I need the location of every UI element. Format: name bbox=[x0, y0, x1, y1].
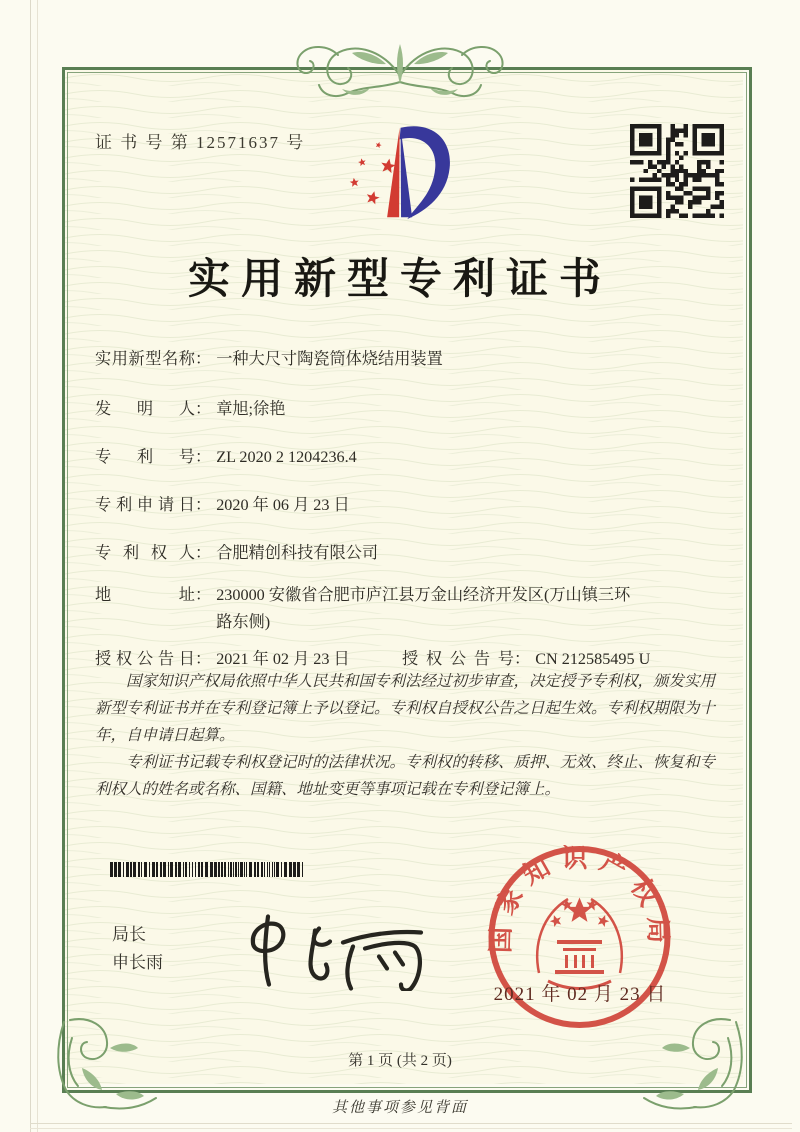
field-label: 实用新型名称 bbox=[95, 350, 195, 368]
field-row-name bbox=[95, 346, 723, 373]
field-colon: ： bbox=[195, 448, 212, 466]
back-side-note: 其他事项参见背面 bbox=[331, 1100, 468, 1116]
barcode bbox=[110, 862, 306, 877]
official-seal bbox=[482, 845, 677, 1040]
field-row-address bbox=[95, 582, 723, 636]
seal-date: 2021 年 02 月 23 日 bbox=[493, 984, 667, 1005]
field-label: 授权公告日 bbox=[95, 650, 195, 668]
field-colon: ： bbox=[195, 544, 212, 562]
field-label: 专利号 bbox=[95, 448, 195, 466]
field-label: 授权公告号 bbox=[402, 650, 514, 668]
field-label: 地址 bbox=[95, 586, 195, 604]
page-edge-line bbox=[30, 0, 31, 1132]
field-value: 2020 年 06 月 23 日 bbox=[216, 496, 350, 514]
field-value: 章旭;徐艳 bbox=[216, 400, 286, 418]
certificate-title: 实用新型专利证书 bbox=[187, 257, 612, 303]
field-colon: ： bbox=[195, 650, 212, 668]
field-label: 专利申请日 bbox=[95, 496, 195, 514]
seal-agency-text: 国家知识产权局 bbox=[486, 845, 673, 954]
director-signature bbox=[235, 903, 435, 991]
certificate-number: 证 书 号 第 12571637 号 bbox=[95, 133, 306, 152]
field-row-inventor bbox=[95, 396, 723, 423]
legal-paragraph: 专利证书记载专利权登记时的法律状况。专利权的转移、质押、无效、终止、恢复和专利权人的姓名或名称、国籍、地址变更等事项记载在专利登记簿上。 bbox=[95, 754, 716, 798]
legal-paragraph: 国家知识产权局依照中华人民共和国专利法经过初步审查，决定授予专利权，颁发实用新型专利证书并在专利登记簿上予以登记。专利权自授权公告之日起生效。专利权期限为十年，自申请日起算。 bbox=[95, 673, 716, 744]
field-value: 合肥精创科技有限公司 bbox=[216, 544, 379, 562]
field-label: 专利权人 bbox=[95, 544, 195, 562]
field-colon: ： bbox=[514, 650, 531, 668]
field-colon: ： bbox=[195, 586, 212, 604]
cnipa-logo-icon bbox=[335, 122, 470, 222]
field-colon: ： bbox=[195, 400, 212, 418]
page-number: 第 1 页 (共 2 页) bbox=[348, 1053, 452, 1069]
field-colon: ： bbox=[195, 350, 212, 368]
field-value: 一种大尺寸陶瓷筒体烧结用装置 bbox=[216, 350, 443, 368]
field-row-patentee bbox=[95, 540, 723, 567]
field-colon: ： bbox=[195, 496, 212, 514]
national-emblem bbox=[537, 898, 622, 989]
page-edge-line bbox=[30, 1128, 792, 1129]
page-edge-line bbox=[30, 1123, 792, 1124]
qr-code bbox=[630, 124, 724, 218]
legal-text-block bbox=[95, 668, 719, 803]
logo-stars bbox=[349, 141, 396, 205]
director-name: 申长雨 bbox=[112, 953, 163, 972]
field-value: CN 212585495 U bbox=[535, 650, 651, 668]
page-edge-line bbox=[37, 0, 38, 1132]
field-value: ZL 2020 2 1204236.4 bbox=[216, 448, 357, 466]
field-row-filing-date bbox=[95, 492, 723, 519]
field-label: 发明人 bbox=[95, 400, 195, 418]
top-center-flourish bbox=[280, 30, 520, 108]
field-value: 230000 安徽省合肥市庐江县万金山经济开发区(万山镇三环路东侧) bbox=[216, 586, 631, 631]
director-title: 局长 bbox=[112, 925, 146, 944]
field-value: 2021 年 02 月 23 日 bbox=[216, 650, 350, 668]
field-row-patent-no bbox=[95, 444, 723, 471]
